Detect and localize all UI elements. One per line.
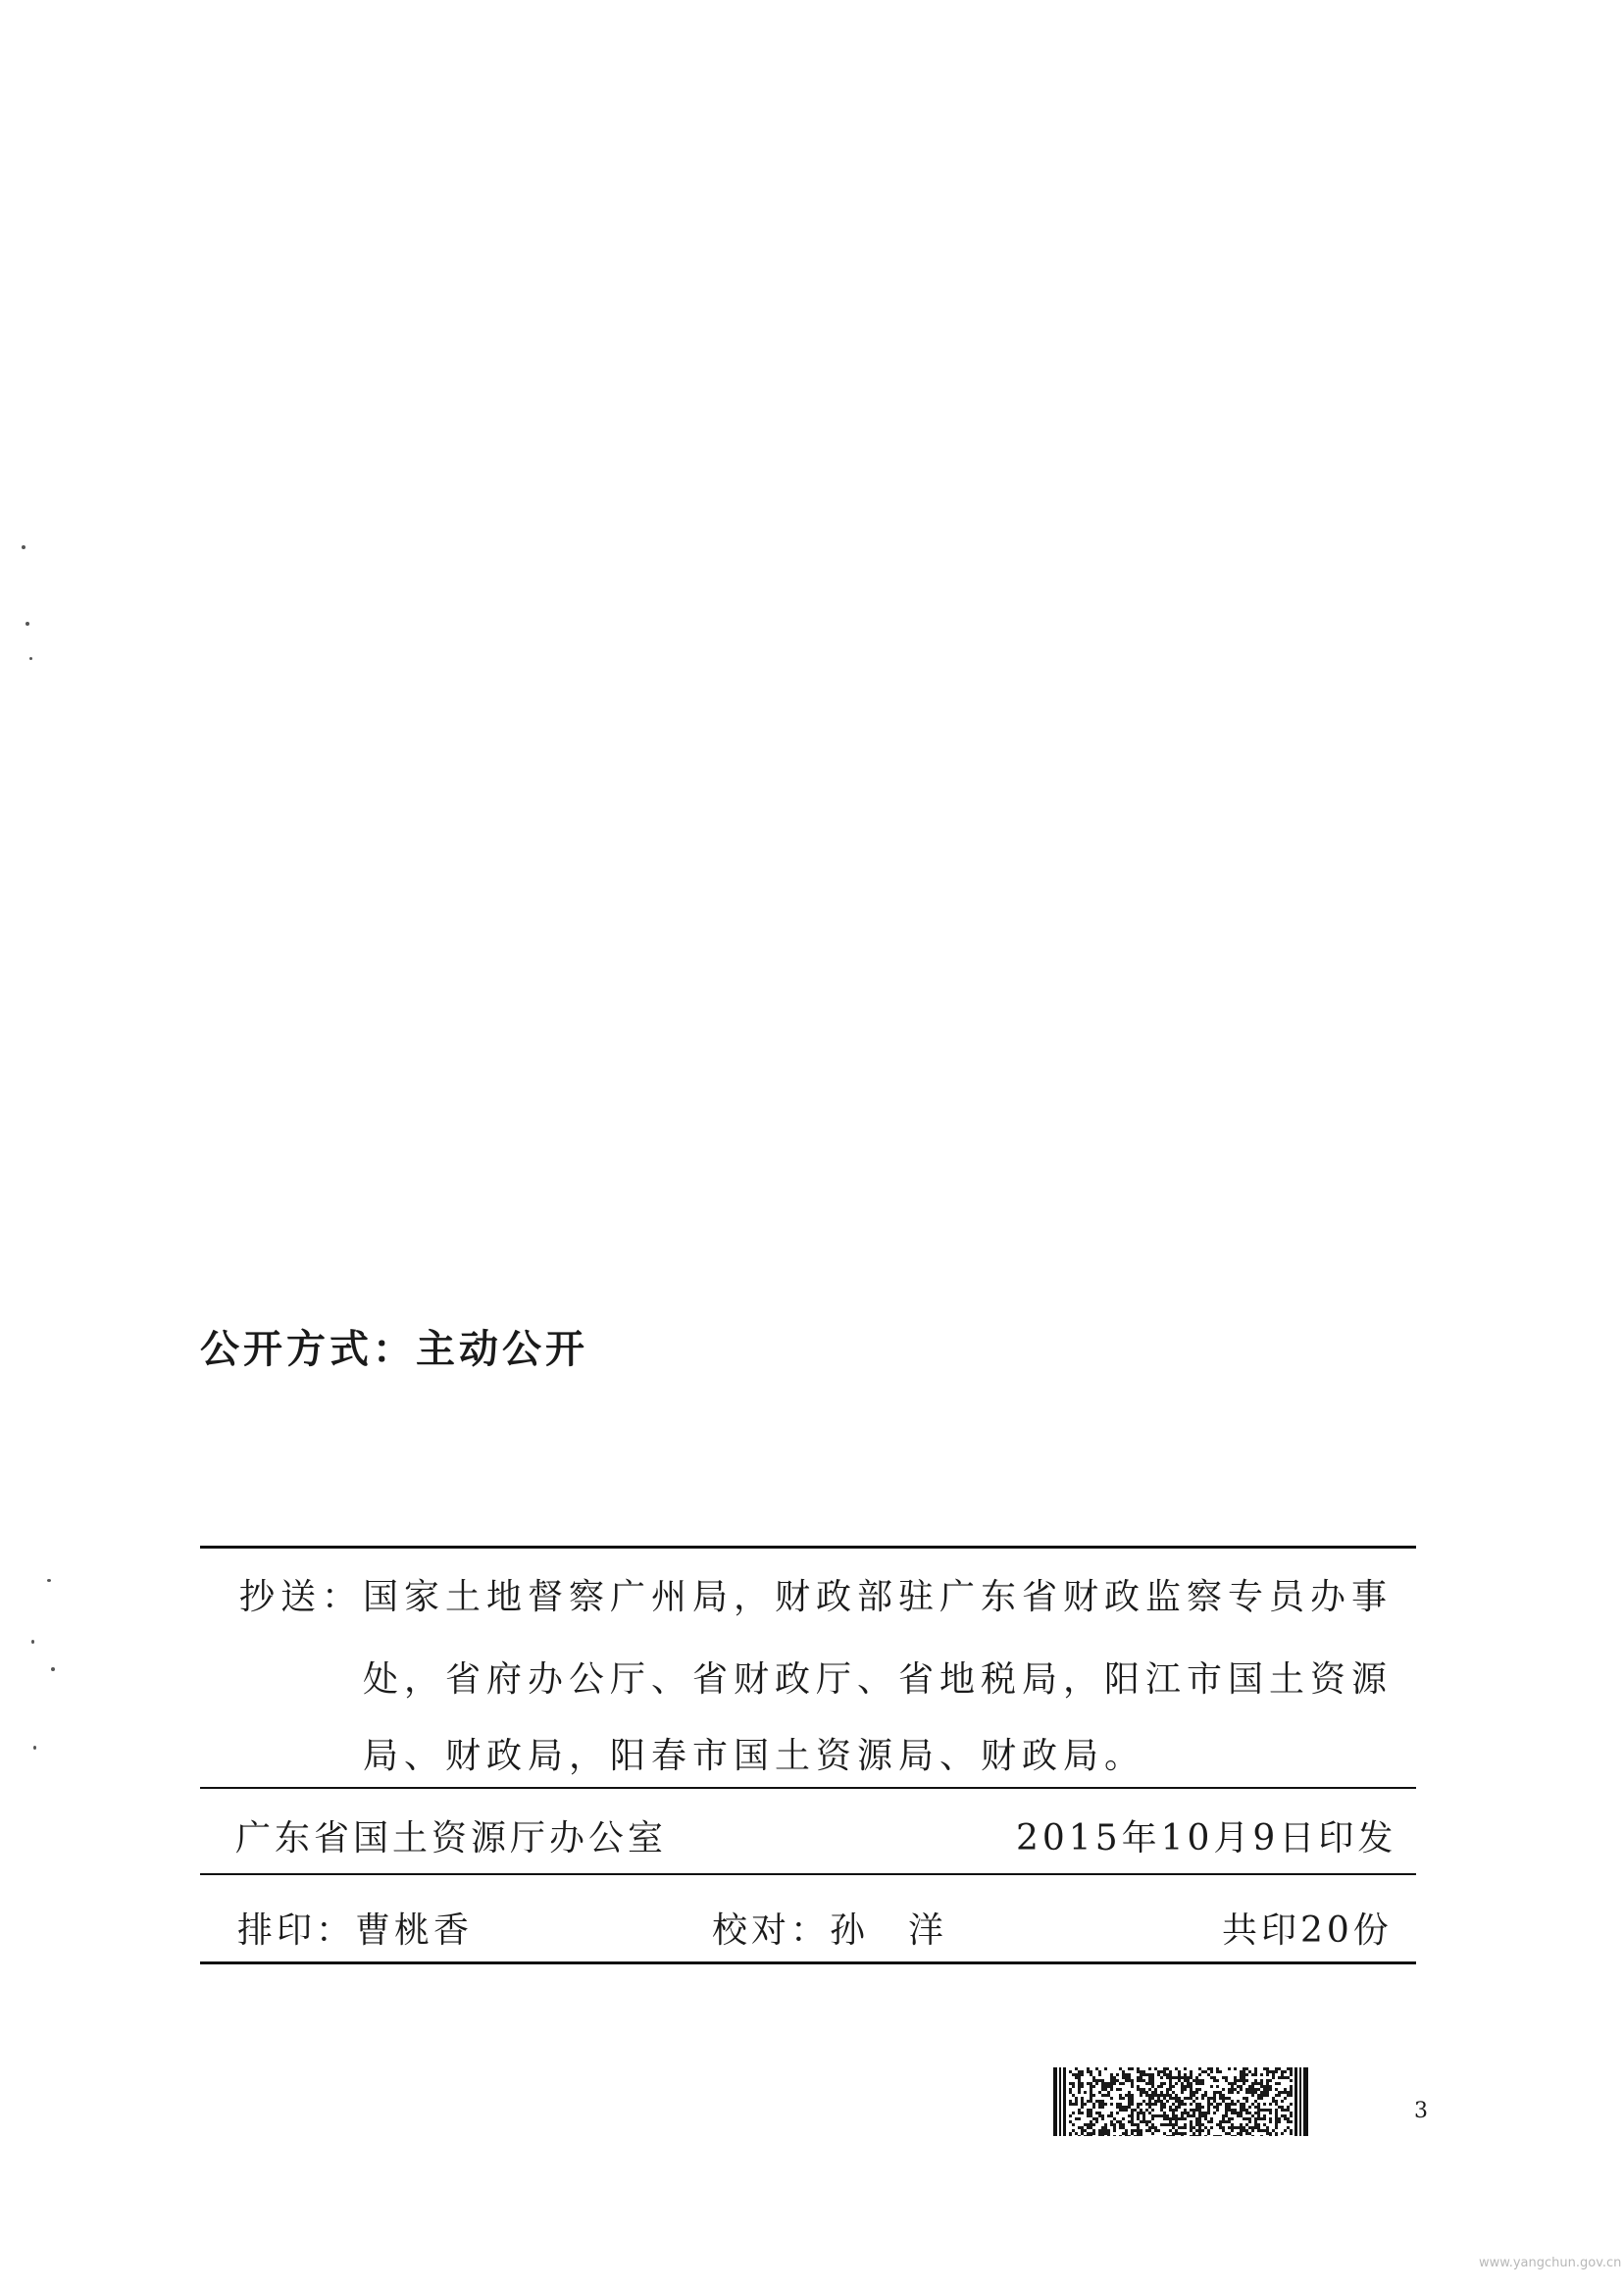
scan-speck xyxy=(31,1640,34,1644)
copy-count: 共印20份 xyxy=(1222,1910,1393,1951)
proofreader: 校对：孙 洋 xyxy=(712,1910,948,1951)
scan-speck xyxy=(25,622,29,626)
page-number: 3 xyxy=(1414,2099,1428,2123)
scan-speck xyxy=(29,657,32,660)
cc-recipients-line: 局、财政局，阳春市国土资源局、财政局。 xyxy=(363,1736,1146,1776)
middle-rule xyxy=(200,1873,1416,1875)
cc-recipients-line: 国家土地督察广州局，财政部驻广东省财政监察专员办事 xyxy=(363,1577,1394,1617)
scan-speck xyxy=(33,1746,36,1750)
top-rule xyxy=(200,1546,1416,1549)
scan-speck xyxy=(47,1579,51,1582)
cc-recipients-line: 处，省府办公厅、省财政厅、省地税局，阳江市国土资源 xyxy=(363,1659,1394,1700)
scan-speck xyxy=(51,1667,55,1671)
bottom-rule xyxy=(200,1961,1416,1964)
site-watermark: www.yangchun.gov.cn xyxy=(1479,2256,1622,2270)
middle-rule xyxy=(200,1787,1416,1789)
issuing-office: 广东省国土资源厅办公室 xyxy=(235,1818,668,1858)
typesetter: 排印：曹桃香 xyxy=(237,1910,474,1951)
disclosure-method: 公开方式：主动公开 xyxy=(200,1327,588,1372)
issue-date: 2015年10月9日印发 xyxy=(1016,1818,1397,1858)
barcode-image xyxy=(1053,2067,1308,2136)
cc-label: 抄送： xyxy=(239,1577,364,1617)
scan-speck xyxy=(22,545,25,549)
